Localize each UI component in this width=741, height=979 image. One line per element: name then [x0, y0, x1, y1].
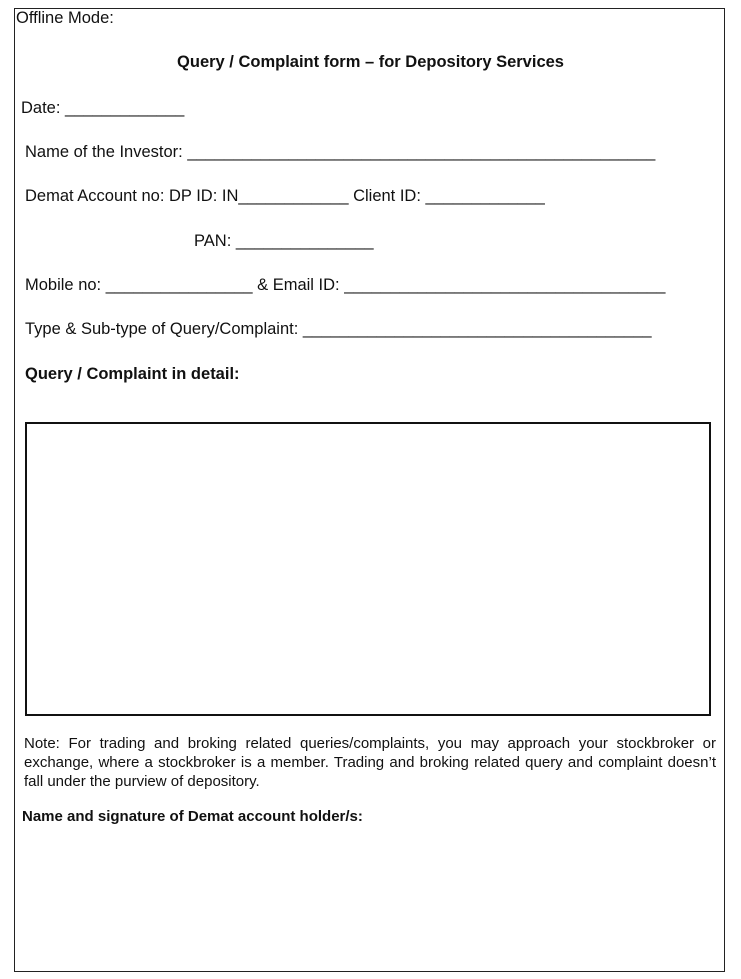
- signature-label: Name and signature of Demat account holder/s:: [22, 808, 363, 825]
- mode-label: Offline Mode:: [16, 9, 114, 27]
- query-type-field: Type & Sub-type of Query/Complaint: ______________________________________: [25, 320, 652, 338]
- detail-box: [25, 422, 711, 716]
- mobile-email-field: Mobile no: ________________ & Email ID: ___________________________________: [25, 276, 666, 294]
- detail-heading: Query / Complaint in detail:: [25, 365, 240, 383]
- date-field: Date: _____________: [21, 99, 185, 117]
- investor-name-field: Name of the Investor: ___________________________________________________: [25, 143, 656, 161]
- form-title: Query / Complaint form – for Depository Services: [177, 53, 564, 71]
- demat-account-field: Demat Account no: DP ID: IN____________ Client ID: _____________: [25, 187, 545, 205]
- pan-field: PAN: _______________: [194, 232, 374, 250]
- note-text: Note: For trading and broking related queries/complaints, you may approach your stockbroker or exchange, where a stockbroker is a member. Trading and broking related query and complaint doesn’t fall under the purview of depository.: [24, 735, 716, 790]
